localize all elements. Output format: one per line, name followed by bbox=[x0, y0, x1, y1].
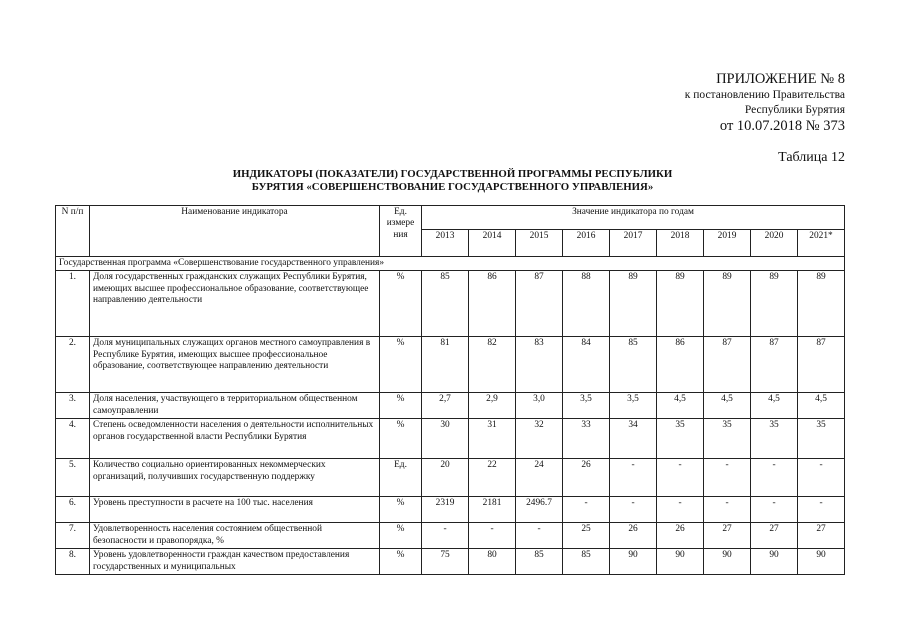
value-cell: 2496.7 bbox=[516, 497, 563, 523]
title-line: БУРЯТИЯ «СОВЕРШЕНСТВОВАНИЕ ГОСУДАРСТВЕННОГО УПРАВЛЕНИЯ» bbox=[251, 180, 654, 193]
value-cell: 26 bbox=[610, 523, 657, 549]
value-cell: - bbox=[704, 497, 751, 523]
indicator-name: Уровень удовлетворенности граждан качеством предоставления государственных и муниципальных bbox=[90, 549, 380, 575]
value-cell: 4,5 bbox=[798, 393, 845, 419]
year-header: 2019 bbox=[704, 230, 751, 257]
value-cell: - bbox=[704, 459, 751, 497]
value-cell: 87 bbox=[516, 271, 563, 337]
year-header: 2015 bbox=[516, 230, 563, 257]
value-cell: 86 bbox=[657, 337, 704, 393]
row-number: 1. bbox=[56, 271, 90, 337]
value-cell: - bbox=[610, 459, 657, 497]
header-unit: Ед. измере ния bbox=[380, 206, 422, 257]
indicator-name: Степень осведомленности населения о деятельности исполнительных органов государственной власти Республики Бурятия bbox=[90, 419, 380, 459]
value-cell: - bbox=[516, 523, 563, 549]
indicator-name: Доля муниципальных служащих органов местного самоуправления в Республике Бурятия, имеющих высшее профессиональное образование, соответствующее направлению деятельности bbox=[90, 337, 380, 393]
indicator-name: Количество социально ориентированных некоммерческих организаций, получивших государственную поддержку bbox=[90, 459, 380, 497]
document-title bbox=[180, 168, 725, 194]
unit-cell: % bbox=[380, 393, 422, 419]
table-row bbox=[56, 523, 845, 549]
value-cell: 4,5 bbox=[657, 393, 704, 419]
indicator-name: Удовлетворенность населения состоянием общественной безопасности и правопорядка, % bbox=[90, 523, 380, 549]
value-cell: - bbox=[657, 497, 704, 523]
year-header: 2013 bbox=[422, 230, 469, 257]
program-row bbox=[56, 257, 845, 271]
value-cell: 20 bbox=[422, 459, 469, 497]
value-cell: 86 bbox=[469, 271, 516, 337]
header-values: Значение индикатора по годам bbox=[422, 206, 845, 230]
value-cell: - bbox=[469, 523, 516, 549]
table-row bbox=[56, 419, 845, 459]
title-line: ИНДИКАТОРЫ (ПОКАЗАТЕЛИ) ГОСУДАРСТВЕННОЙ ПРОГРАММЫ РЕСПУБЛИКИ bbox=[232, 168, 673, 180]
value-cell: - bbox=[657, 459, 704, 497]
row-number: 3. bbox=[56, 393, 90, 419]
header-name: Наименование индикатора bbox=[90, 206, 380, 257]
value-cell: 2,9 bbox=[469, 393, 516, 419]
value-cell: 83 bbox=[516, 337, 563, 393]
value-cell: 34 bbox=[610, 419, 657, 459]
value-cell: 87 bbox=[798, 337, 845, 393]
table-row bbox=[56, 271, 845, 337]
unit-cell: % bbox=[380, 497, 422, 523]
value-cell: - bbox=[563, 497, 610, 523]
unit-cell: % bbox=[380, 419, 422, 459]
row-number: 6. bbox=[56, 497, 90, 523]
value-cell: 75 bbox=[422, 549, 469, 575]
value-cell: 81 bbox=[422, 337, 469, 393]
year-header: 2021* bbox=[798, 230, 845, 257]
unit-cell: Ед. bbox=[380, 459, 422, 497]
value-cell: - bbox=[610, 497, 657, 523]
indicator-name: Уровень преступности в расчете на 100 тыс. населения bbox=[90, 497, 380, 523]
value-cell: - bbox=[422, 523, 469, 549]
value-cell: 27 bbox=[751, 523, 798, 549]
value-cell: 26 bbox=[657, 523, 704, 549]
unit-cell: % bbox=[380, 337, 422, 393]
value-cell: 35 bbox=[704, 419, 751, 459]
value-cell: 88 bbox=[563, 271, 610, 337]
value-cell: 30 bbox=[422, 419, 469, 459]
value-cell: 24 bbox=[516, 459, 563, 497]
year-header: 2020 bbox=[751, 230, 798, 257]
value-cell: 80 bbox=[469, 549, 516, 575]
value-cell: 35 bbox=[657, 419, 704, 459]
row-number: 8. bbox=[56, 549, 90, 575]
value-cell: 4,5 bbox=[704, 393, 751, 419]
table-number: Таблица 12 bbox=[778, 150, 845, 165]
value-cell: 89 bbox=[610, 271, 657, 337]
year-header: 2014 bbox=[469, 230, 516, 257]
value-cell: - bbox=[798, 459, 845, 497]
value-cell: 33 bbox=[563, 419, 610, 459]
row-number: 4. bbox=[56, 419, 90, 459]
row-number: 7. bbox=[56, 523, 90, 549]
value-cell: 90 bbox=[657, 549, 704, 575]
value-cell: 89 bbox=[704, 271, 751, 337]
value-cell: 85 bbox=[610, 337, 657, 393]
value-cell: 85 bbox=[516, 549, 563, 575]
value-cell: 87 bbox=[751, 337, 798, 393]
value-cell: 90 bbox=[798, 549, 845, 575]
value-cell: 31 bbox=[469, 419, 516, 459]
value-cell: 84 bbox=[563, 337, 610, 393]
value-cell: - bbox=[751, 497, 798, 523]
unit-cell: % bbox=[380, 549, 422, 575]
indicators-table bbox=[55, 205, 845, 575]
unit-cell: % bbox=[380, 271, 422, 337]
indicator-name: Доля государственных гражданских служащих Республики Бурятия, имеющих высшее профессиональное образование, соответствующее направлению деятельности bbox=[90, 271, 380, 337]
value-cell: 35 bbox=[751, 419, 798, 459]
value-cell: 4,5 bbox=[751, 393, 798, 419]
value-cell: 3,0 bbox=[516, 393, 563, 419]
indicator-name: Доля населения, участвующего в территориальном общественном самоуправлении bbox=[90, 393, 380, 419]
annex-line: к постановлению Правительства bbox=[684, 89, 845, 102]
program-name: Государственная программа «Совершенствование государственного управления» bbox=[56, 257, 845, 271]
year-header: 2018 bbox=[657, 230, 704, 257]
row-number: 2. bbox=[56, 337, 90, 393]
value-cell: 3,5 bbox=[563, 393, 610, 419]
row-number: 5. bbox=[56, 459, 90, 497]
value-cell: - bbox=[798, 497, 845, 523]
unit-cell: % bbox=[380, 523, 422, 549]
annex-line: Республики Бурятия bbox=[744, 103, 845, 116]
table-row bbox=[56, 459, 845, 497]
value-cell: 90 bbox=[610, 549, 657, 575]
value-cell: 32 bbox=[516, 419, 563, 459]
value-cell: 89 bbox=[751, 271, 798, 337]
value-cell: 2319 bbox=[422, 497, 469, 523]
value-cell: 89 bbox=[657, 271, 704, 337]
annex-title: ПРИЛОЖЕНИЕ № 8 bbox=[716, 71, 845, 87]
value-cell: 27 bbox=[704, 523, 751, 549]
value-cell: 89 bbox=[798, 271, 845, 337]
table-row bbox=[56, 337, 845, 393]
value-cell: 2,7 bbox=[422, 393, 469, 419]
value-cell: 26 bbox=[563, 459, 610, 497]
table-row bbox=[56, 393, 845, 419]
header-num: N п/п bbox=[56, 206, 90, 257]
annex-block bbox=[685, 70, 845, 135]
value-cell: 3,5 bbox=[610, 393, 657, 419]
year-header: 2017 bbox=[610, 230, 657, 257]
table-row bbox=[56, 497, 845, 523]
value-cell: 90 bbox=[704, 549, 751, 575]
value-cell: 90 bbox=[751, 549, 798, 575]
value-cell: 25 bbox=[563, 523, 610, 549]
value-cell: 85 bbox=[422, 271, 469, 337]
table-row bbox=[56, 549, 845, 575]
annex-date: от 10.07.2018 № 373 bbox=[719, 117, 845, 134]
value-cell: 87 bbox=[704, 337, 751, 393]
value-cell: - bbox=[751, 459, 798, 497]
value-cell: 82 bbox=[469, 337, 516, 393]
value-cell: 27 bbox=[798, 523, 845, 549]
value-cell: 2181 bbox=[469, 497, 516, 523]
year-header: 2016 bbox=[563, 230, 610, 257]
value-cell: 85 bbox=[563, 549, 610, 575]
header-row bbox=[56, 206, 845, 230]
value-cell: 22 bbox=[469, 459, 516, 497]
value-cell: 35 bbox=[798, 419, 845, 459]
